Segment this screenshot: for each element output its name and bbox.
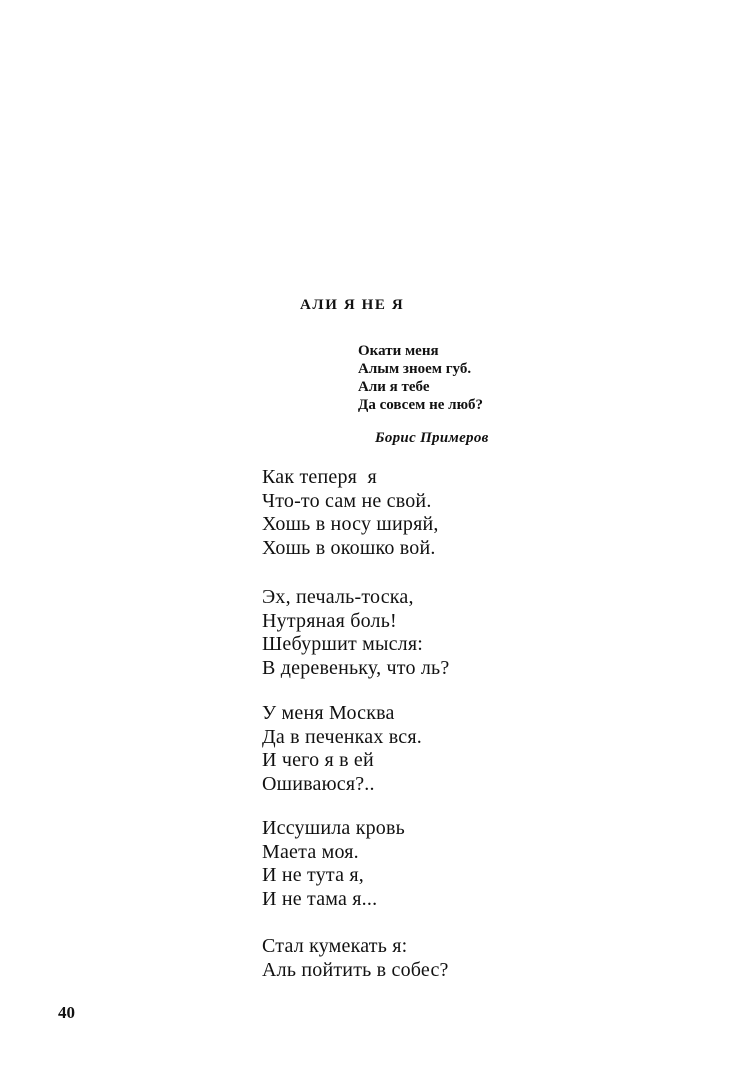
- verse-line: И не тама я...: [262, 887, 378, 910]
- stanza-2: [262, 586, 449, 680]
- verse-line: Да в печенках вся.: [262, 725, 422, 748]
- verse-line: Нутряная боль!: [262, 609, 397, 632]
- stanza-3: [262, 702, 422, 796]
- verse-line: Маета моя.: [262, 840, 359, 863]
- verse-line: И чего я в ей: [262, 749, 374, 771]
- verse-line: Аль пойтить в собес?: [262, 958, 449, 981]
- epigraph-line: Али я тебе: [358, 379, 430, 395]
- verse-line: Иссушила кровь: [262, 817, 405, 839]
- verse-line: Ошиваюся?..: [262, 772, 375, 795]
- epigraph-author: Борис Примеров: [375, 430, 489, 446]
- page-number: 40: [58, 1003, 75, 1022]
- stanza-4: [262, 817, 405, 911]
- verse-line: Хошь в окошко вой.: [262, 536, 436, 559]
- verse-line: Эх, печаль-тоска,: [262, 586, 414, 608]
- epigraph-line: Окати меня: [358, 343, 439, 359]
- epigraph: [358, 342, 483, 414]
- stanza-1: [262, 466, 439, 560]
- verse-line: В деревеньку, что ль?: [262, 656, 450, 679]
- stanza-5: [262, 935, 449, 982]
- verse-line: Шебуршит мысля:: [262, 633, 424, 655]
- verse-line: И не тута я,: [262, 864, 364, 886]
- verse-line: Что-то сам не свой.: [262, 489, 432, 512]
- epigraph-line: Да совсем не люб?: [358, 397, 484, 413]
- poem-title: АЛИ Я НЕ Я: [300, 297, 405, 313]
- verse-line: Как теперя я: [262, 466, 377, 488]
- verse-line: Хошь в носу ширяй,: [262, 513, 439, 535]
- verse-line: У меня Москва: [262, 702, 395, 724]
- epigraph-line: Алым зноем губ.: [358, 361, 472, 377]
- verse-line: Стал кумекать я:: [262, 935, 408, 957]
